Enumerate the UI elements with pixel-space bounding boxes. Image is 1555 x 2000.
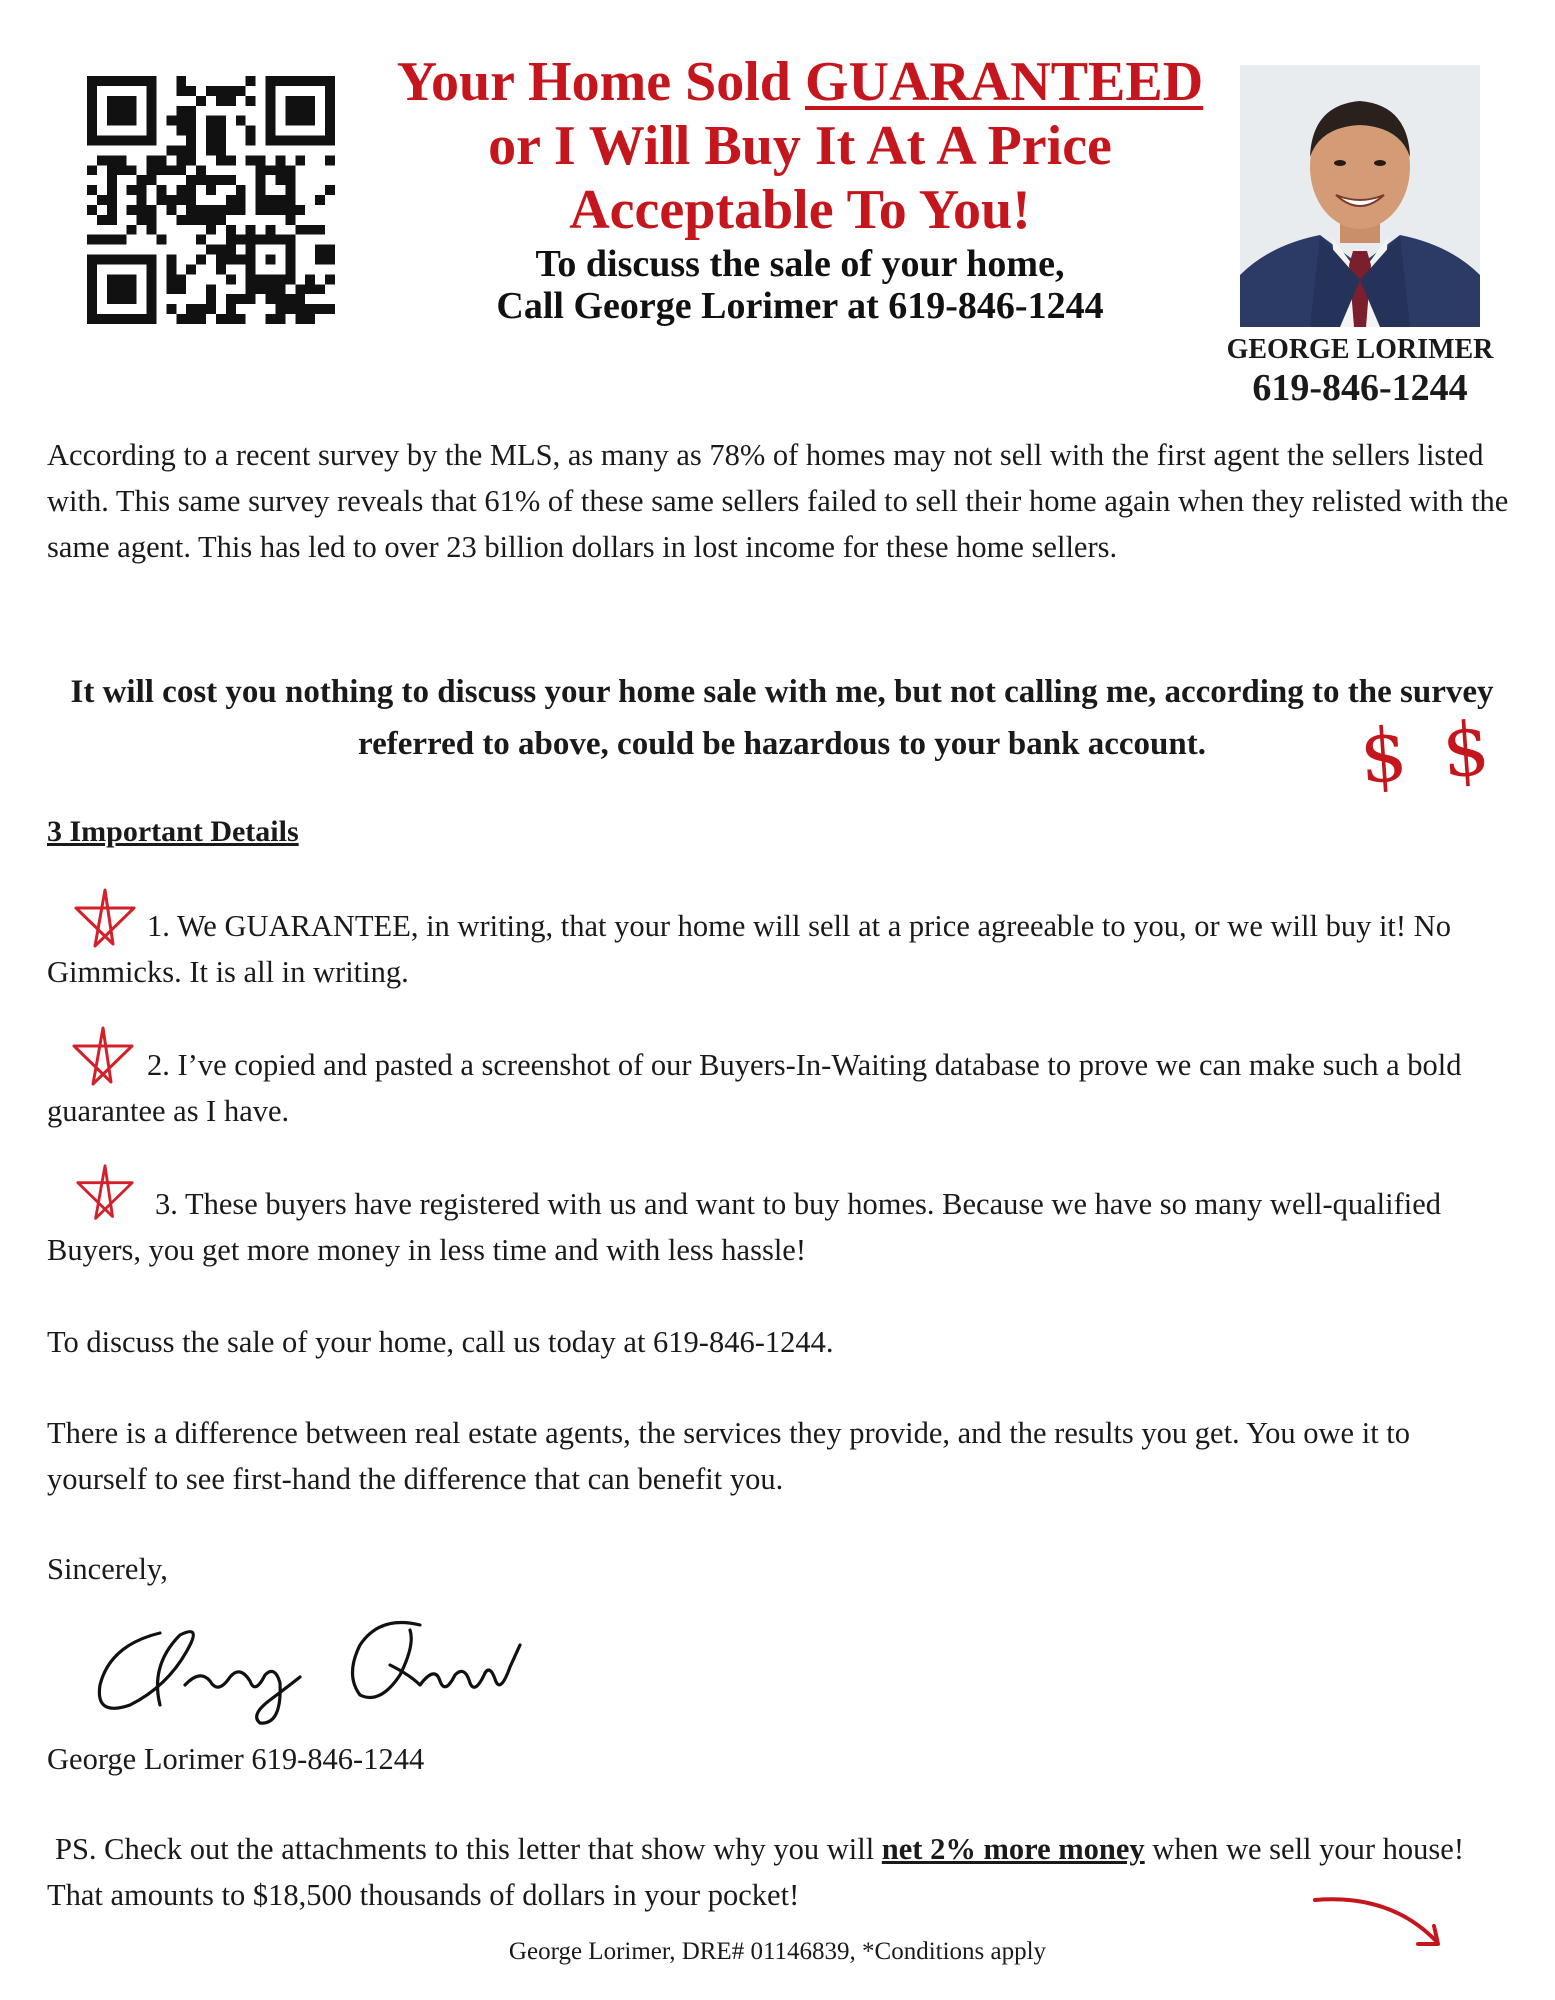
ps-emphasis: net 2% more money	[881, 1832, 1145, 1866]
difference-paragraph: There is a difference between real estate agents, the services they provide, and the results you get. You owe it to yourself to see first-hand the difference that can benefit you.	[47, 1416, 1411, 1496]
ps-paragraph: PS. Check out the attachments to this letter that show why you will net 2% more money when we sell your house! That amounts to $18,500 thousands of dollars in your pocket!	[47, 1832, 1464, 1912]
dollar-signs: $ $	[1357, 705, 1499, 801]
intro-paragraph: According to a recent survey by the MLS, as many as 78% of homes may not sell with the first agent the sellers listed with. This same survey reveals that 61% of these same sellers failed to sell their home again when they relisted with the same agent. This has led to over 23 billion dollars in lost income for these home sellers.	[47, 438, 1509, 564]
warning-paragraph: It will cost you nothing to discuss your home sale with me, but not calling me, according to the survey referred to above, could be hazardous to your bank account.	[70, 674, 1494, 762]
agent-phone: 619-846-1244	[1252, 367, 1468, 409]
detail-item-2: 2. I’ve copied and pasted a screenshot of our Buyers-In-Waiting database to prove we can make such a bold guarantee as I have.	[47, 1048, 1462, 1128]
footer-disclaimer: George Lorimer, DRE# 01146839, *Conditions apply	[508, 1938, 1047, 1965]
headline-emphasis: GUARANTEED	[804, 51, 1204, 113]
detail-item-1: 1. We GUARANTEE, in writing, that your home will sell at a price agreeable to you, or we will buy it! No Gimmicks. It is all in writing.	[47, 909, 1451, 989]
headline-line-3: Acceptable To You!	[569, 179, 1031, 241]
agent-photo	[1240, 65, 1480, 327]
call-line: To discuss the sale of your home, call us today at 619-846-1244.	[47, 1325, 834, 1359]
agent-name: GEORGE LORIMER	[1226, 334, 1494, 365]
subhead-line-1: To discuss the sale of your home,	[535, 243, 1065, 285]
headline-line-1: Your Home Sold GUARANTEED	[396, 51, 1204, 113]
signature-line: George Lorimer 619-846-1244	[47, 1742, 425, 1776]
details-heading: 3 Important Details	[47, 815, 299, 848]
subhead-line-2: Call George Lorimer at 619-846-1244	[496, 285, 1104, 327]
qr-code	[85, 76, 337, 324]
detail-item-3: 3. These buyers have registered with us and want to buy homes. Because we have so many well-qualified Buyers, you get more money in less time and with less hassle!	[47, 1187, 1442, 1267]
headline-line-2: or I Will Buy It At A Price	[488, 115, 1112, 177]
closing: Sincerely,	[47, 1552, 168, 1586]
signature	[90, 1605, 530, 1735]
